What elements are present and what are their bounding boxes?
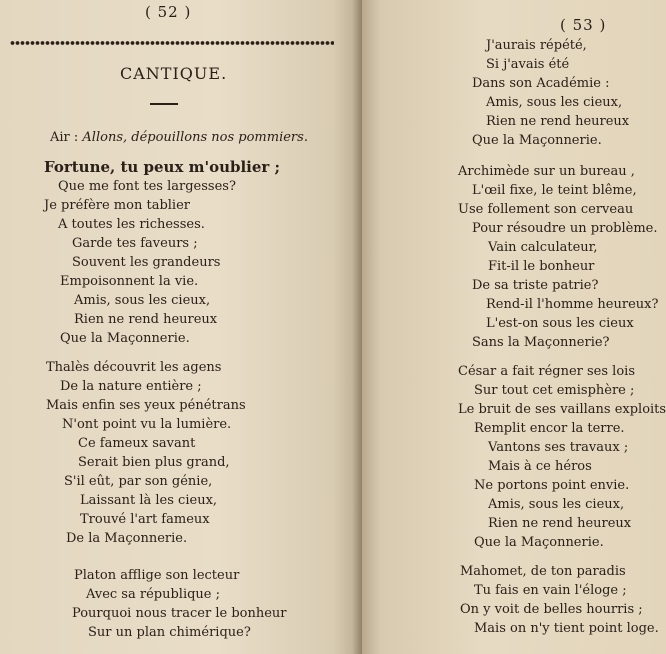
verse-line: J'aurais répété, <box>486 38 587 53</box>
verse-line: Remplit encor la terre. <box>474 421 625 436</box>
verse-line: Amis, sous les cieux, <box>486 95 623 110</box>
verse-line: De la Maçonnerie. <box>66 531 188 546</box>
verse-line: Pourquoi nous tracer le bonheur <box>72 606 287 621</box>
right-stanza-2 <box>362 162 658 352</box>
page-title: CANTIQUE. <box>120 64 228 83</box>
left-stanza-1 <box>0 158 280 348</box>
verse-line: Use follement son cerveau <box>458 202 634 217</box>
verse-line: L'est-on sous les cieux <box>486 316 634 331</box>
verse-line: Tu fais en vain l'éloge ; <box>474 583 627 598</box>
left-stanza-2 <box>0 358 246 548</box>
right-page <box>362 0 666 654</box>
verse-line: Mais on n'y tient point loge. <box>474 621 659 636</box>
verse-line: Empoisonnent la vie. <box>60 274 199 289</box>
verse-line: Rien ne rend heureux <box>74 312 218 327</box>
verse-line: Fortune, tu peux m'oublier ; <box>44 158 281 176</box>
verse-line: Que me font tes largesses? <box>58 179 236 194</box>
verse-line: Trouvé l'art fameux <box>80 512 210 527</box>
verse-line: Le bruit de ses vaillans exploits <box>458 402 666 417</box>
verse-line: Platon afflige son lecteur <box>74 568 240 583</box>
left-stanza-3 <box>0 566 287 642</box>
right-stanza-4 <box>362 562 659 638</box>
verse-line: Je préfère mon tablier <box>44 198 190 213</box>
verse-line: Garde tes faveurs ; <box>72 236 198 251</box>
title-dash-ornament <box>150 103 178 105</box>
verse-line: De sa triste patrie? <box>472 278 599 293</box>
verse-line: Serait bien plus grand, <box>78 455 230 470</box>
air-line <box>50 130 308 145</box>
verse-line: On y voit de belles hourris ; <box>460 602 643 617</box>
verse-line: Avec sa république ; <box>86 587 221 602</box>
verse-line: Amis, sous les cieux, <box>74 293 211 308</box>
verse-line: Vain calculateur, <box>488 240 598 255</box>
air-tune: Allons, dépouillons nos pommiers. <box>82 130 308 145</box>
verse-line: De la nature entière ; <box>60 379 202 394</box>
verse-line: N'ont point vu la lumière. <box>62 417 232 432</box>
verse-line: S'il eût, par son génie, <box>64 474 213 489</box>
verse-line: Mais enfin ses yeux pénétrans <box>46 398 246 413</box>
verse-line: Ne portons point envie. <box>474 478 630 493</box>
verse-line: Sur tout cet emisphère ; <box>474 383 635 398</box>
verse-line: A toutes les richesses. <box>58 217 205 232</box>
verse-line: Dans son Académie : <box>472 76 610 91</box>
verse-line: Que la Maçonnerie. <box>60 331 190 346</box>
verse-line: Sans la Maçonnerie? <box>472 335 610 350</box>
verse-line: Sur un plan chimérique? <box>88 625 251 640</box>
verse-line: César a fait régner ses lois <box>458 364 635 379</box>
air-label: Air : <box>50 130 79 145</box>
right-stanza-3 <box>362 362 666 552</box>
verse-line: Rien ne rend heureux <box>486 114 630 129</box>
verse-line: Mais à ce héros <box>488 459 592 474</box>
verse-line: L'œil fixe, le teint blême, <box>472 183 637 198</box>
verse-line: Pour résoudre un problème. <box>472 221 658 236</box>
verse-line: Archimède sur un bureau , <box>458 164 635 179</box>
verse-line: Rend-il l'homme heureux? <box>486 297 659 312</box>
right-stanza-1 <box>362 36 629 150</box>
verse-line: Thalès découvrit les agens <box>46 360 222 375</box>
verse-line: Rien ne rend heureux <box>488 516 632 531</box>
dotted-rule-ornament <box>10 40 334 46</box>
verse-line: Ce fameux savant <box>78 436 196 451</box>
page-number-left: ( 52 ) <box>145 3 192 21</box>
verse-line: Laissant là les cieux, <box>80 493 218 508</box>
verse-line: Que la Maçonnerie. <box>474 535 604 550</box>
verse-line: Mahomet, de ton paradis <box>460 564 626 579</box>
verse-line: Que la Maçonnerie. <box>472 133 602 148</box>
verse-line: Si j'avais été <box>486 57 570 72</box>
page-number-right: ( 53 ) <box>560 16 607 34</box>
verse-line: Fit-il le bonheur <box>488 259 595 274</box>
verse-line: Amis, sous les cieux, <box>488 497 625 512</box>
verse-line: Vantons ses travaux ; <box>488 440 629 455</box>
verse-line: Souvent les grandeurs <box>72 255 221 270</box>
